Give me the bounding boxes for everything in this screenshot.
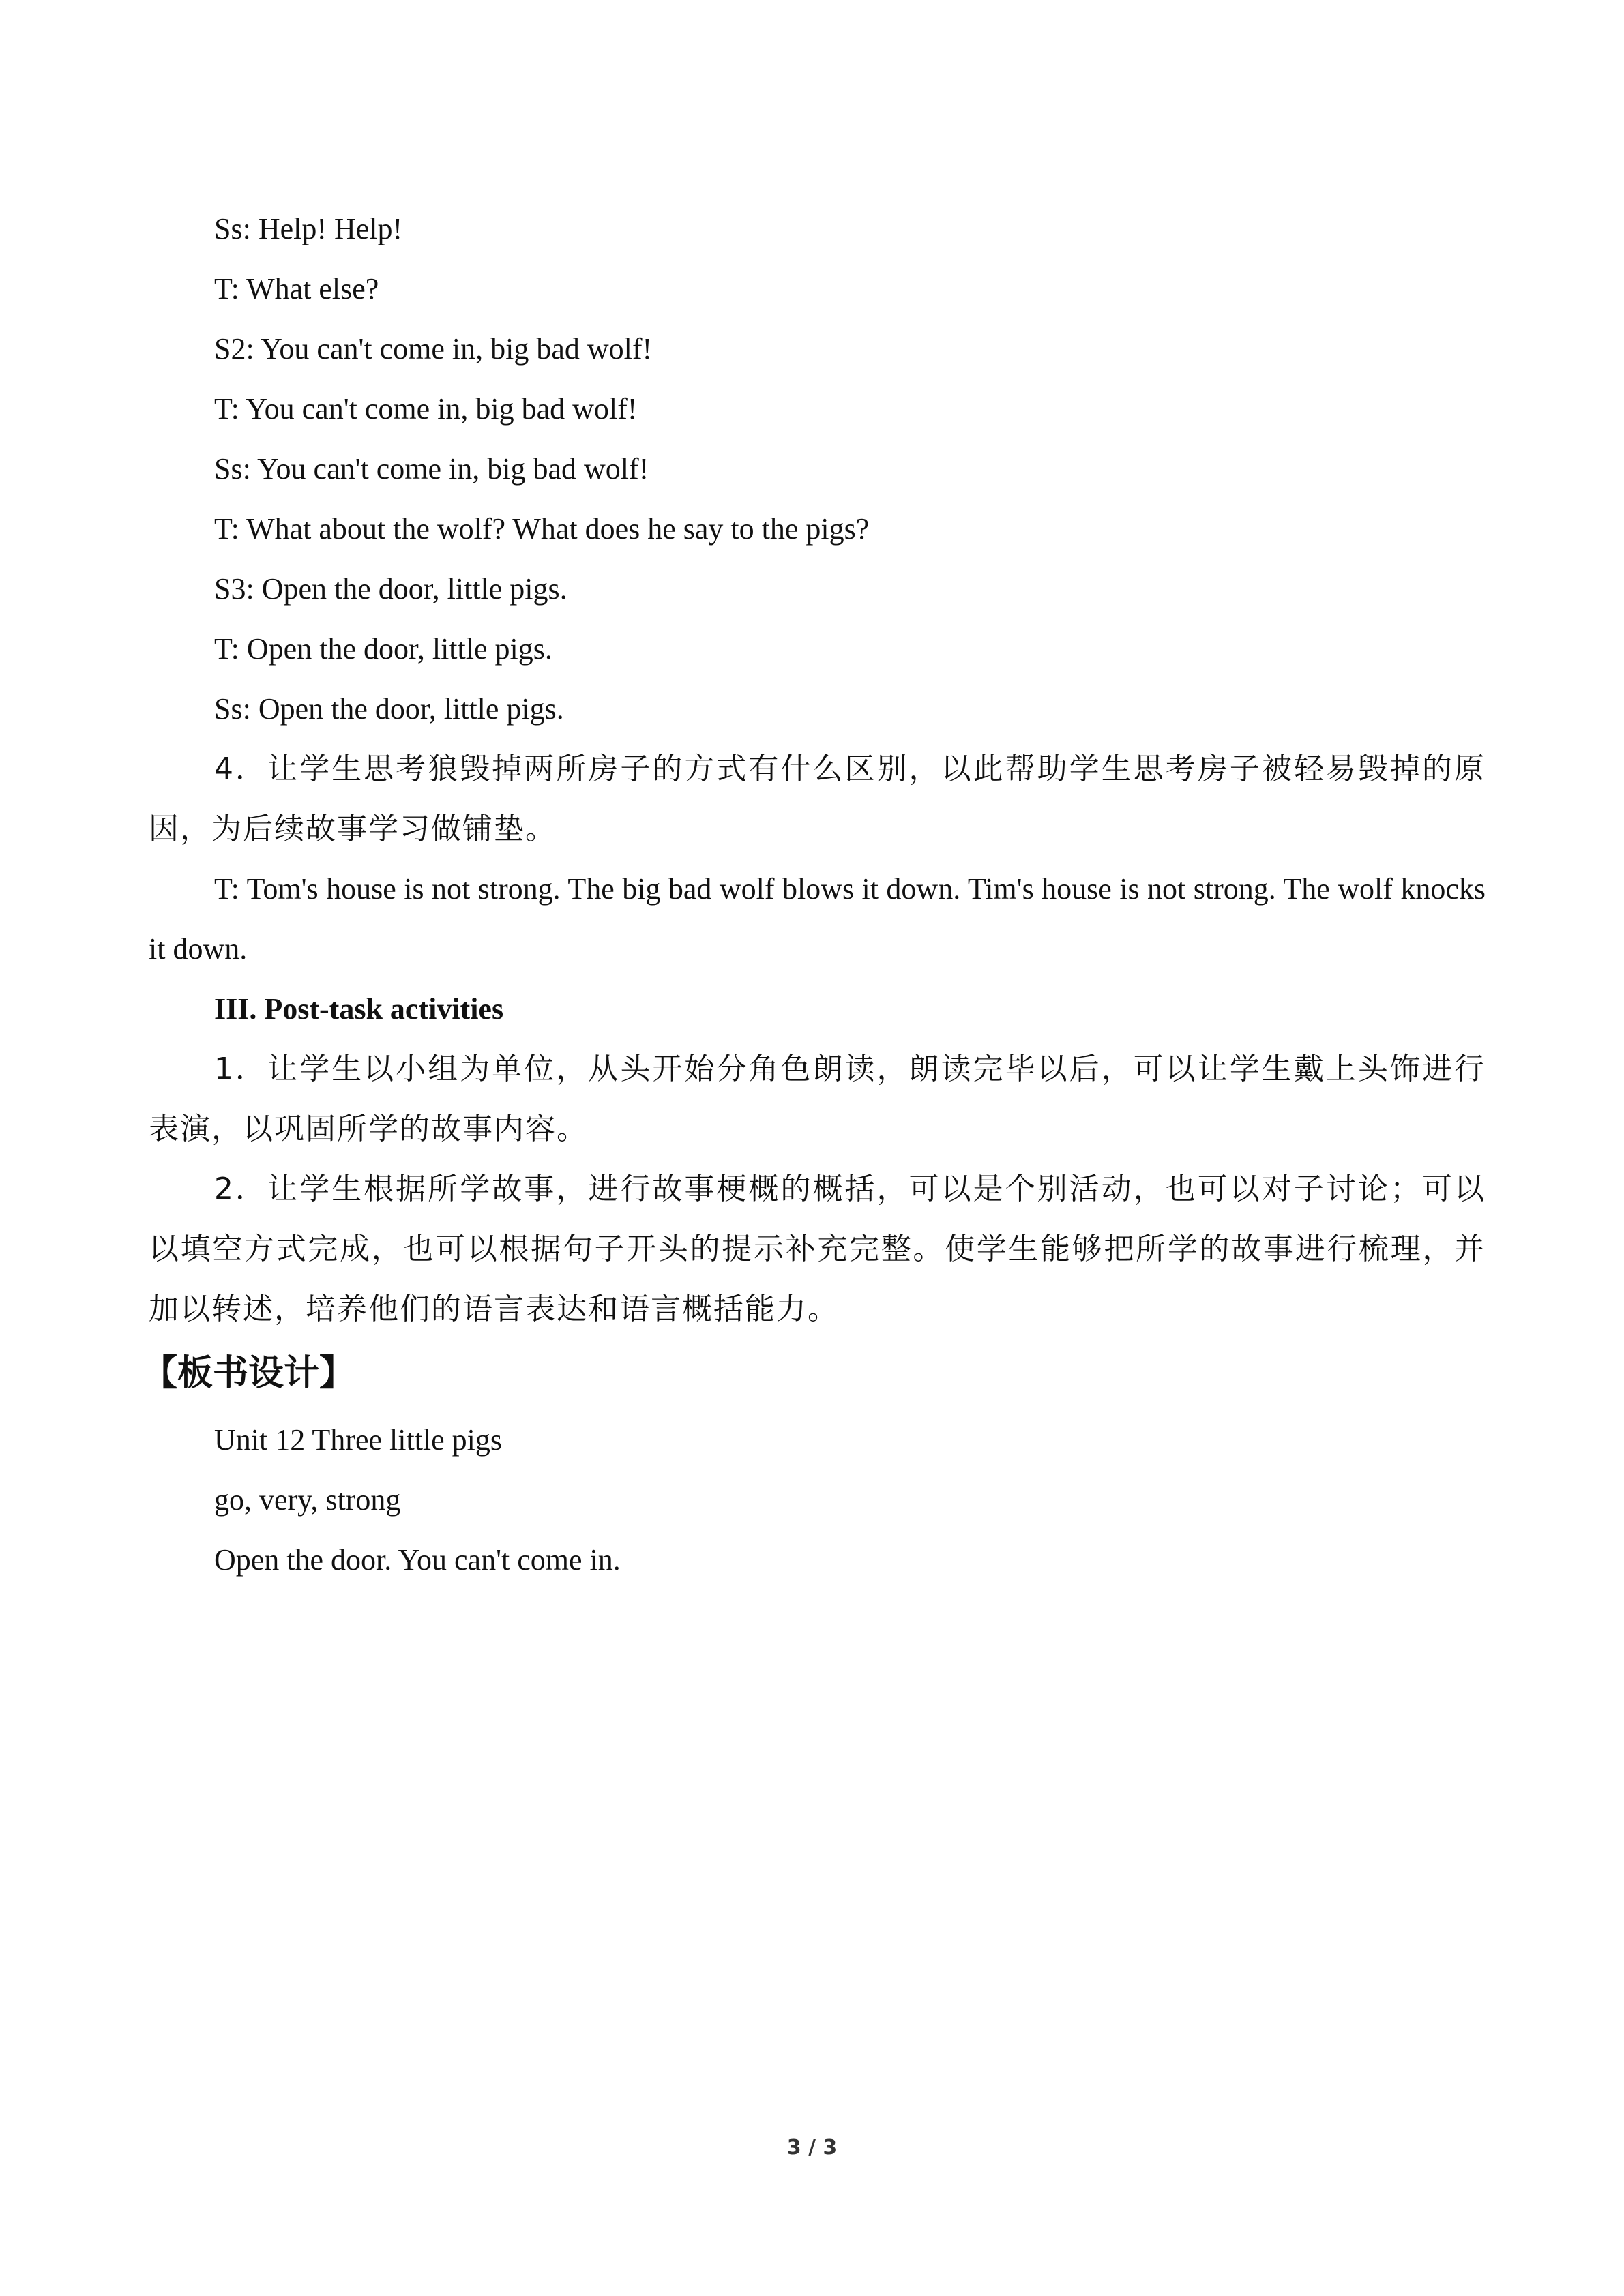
dialogue-line: S3: Open the door, little pigs. (214, 572, 567, 606)
dialogue-line: T: You can't come in, big bad wolf! (214, 392, 638, 426)
page-number: 3 / 3 (786, 2136, 838, 2160)
board-design-line: Open the door. You can't come in. (214, 1543, 621, 1577)
dialogue-line: Ss: Help! Help! (214, 212, 403, 245)
step-4-paragraph: 4．让学生思考狼毁掉两所房子的方式有什么区别，以此帮助学生思考房子被轻易毁掉的原因，为后续故事学习做铺垫。 (149, 751, 1486, 846)
dialogue-line: S2: You can't come in, big bad wolf! (214, 332, 653, 366)
post-task-item: 1．让学生以小组为单位，从头开始分角色朗读，朗读完毕以后，可以让学生戴上头饰进行表演，以巩固所学的故事内容。 (149, 1052, 1486, 1146)
dialogue-line: T: Open the door, little pigs. (214, 632, 552, 666)
board-design-list (149, 1410, 1486, 1590)
post-task-heading: III. Post-task activities (214, 992, 504, 1026)
board-design-line: go, very, strong (214, 1483, 401, 1517)
dialogue-line: Ss: You can't come in, big bad wolf! (214, 452, 649, 486)
dialogue-line: T: What about the wolf? What does he say to the pigs? (214, 512, 870, 546)
document-body (142, 199, 1486, 1590)
board-design-line: Unit 12 Three little pigs (214, 1423, 503, 1457)
dialogue-line: T: What else? (214, 272, 379, 305)
teacher-line: T: Tom's house is not strong. The big bad wolf blows it down. Tim's house is not strong. The wolf knocks it down. (149, 872, 1486, 966)
post-task-item: 2．让学生根据所学故事，进行故事梗概的概括，可以是个别活动，也可以对子讨论；可以以填空方式完成，也可以根据句子开头的提示补充完整。使学生能够把所学的故事进行梳理，并加以转述，培养他们的语言表达和语言概括能力。 (149, 1172, 1486, 1326)
board-design-heading: 【板书设计】 (142, 1353, 355, 1394)
dialogue-line: Ss: Open the door, little pigs. (214, 692, 564, 726)
